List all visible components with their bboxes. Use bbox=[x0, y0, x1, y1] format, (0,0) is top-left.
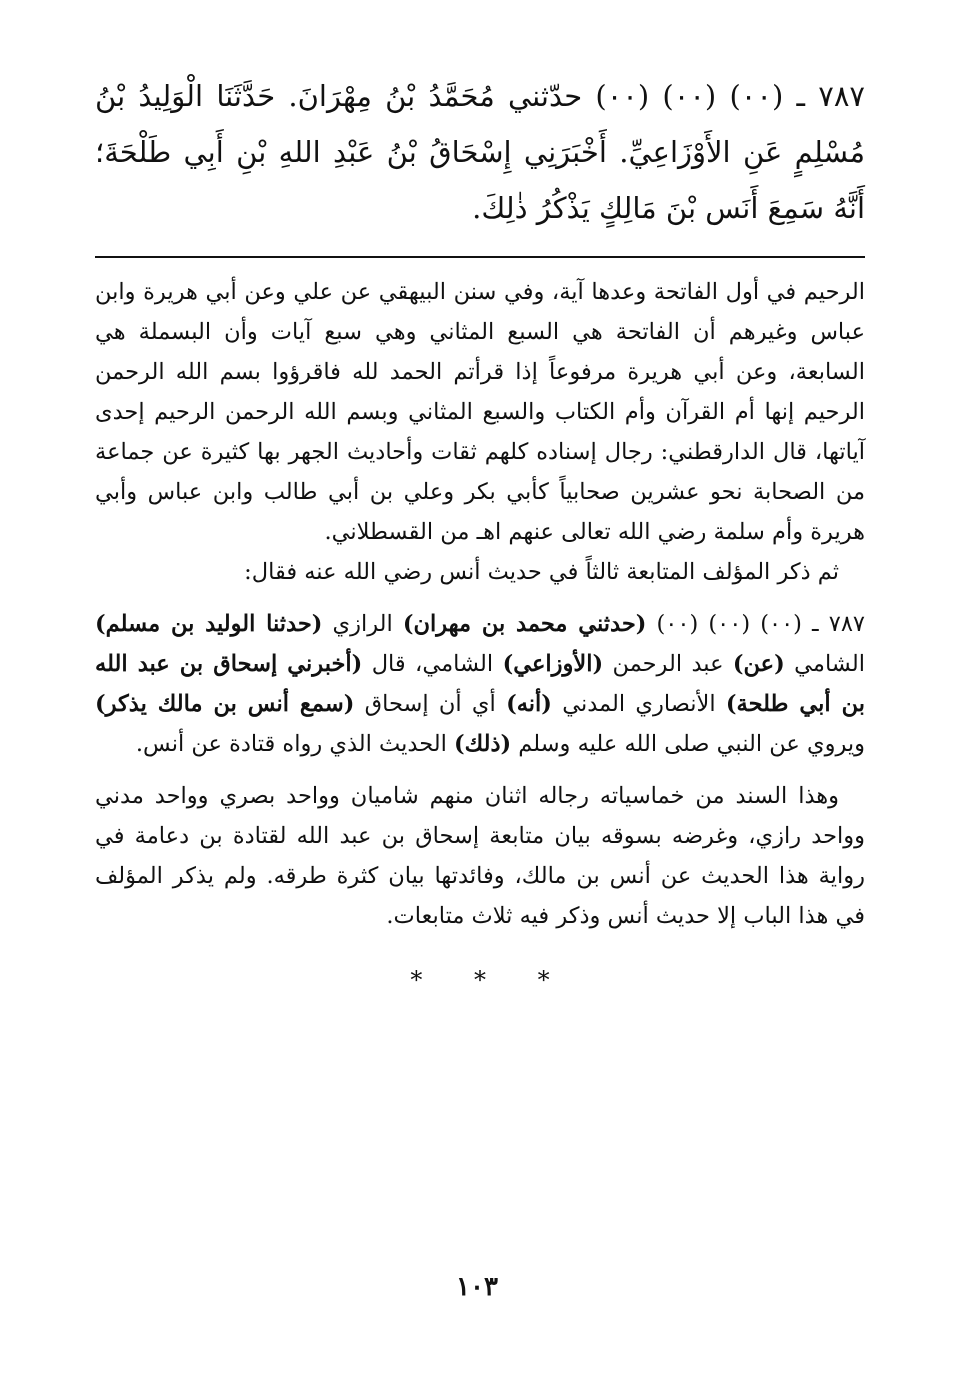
text-run: الشامي، قال bbox=[362, 651, 503, 677]
bold-run: (ذلك) bbox=[453, 731, 512, 757]
text-run: الشامي bbox=[784, 651, 865, 677]
text-run: عبد الرحمن bbox=[603, 651, 733, 677]
bold-run: (حدثنا الوليد بن مسلم) bbox=[95, 611, 323, 637]
bold-run: (حدثني محمد بن مهران) bbox=[402, 611, 647, 637]
bold-run: (الأوزاعي) bbox=[502, 651, 604, 677]
text-run: ويروي عن النبي صلى الله عليه وسلم bbox=[511, 731, 865, 757]
commentary-paragraph-4: وهذا السند من خماسياته رجاله اثنان منهم شاميان وواحد بصري وواحد مدني وواحد رازي، وغرضه بسوقه بيان متابعة إسحاق بن عبد الله لقتادة بن دعامة في رواية هذا الحديث عن أنس بن مالك، وفائدتها بيان كثرة طرقه. ولم يذكر المؤلف في هذا الباب إلا حديث أنس وذكر فيه ثلاث متابعات. bbox=[95, 783, 865, 929]
bold-run: (سمع أنس بن مالك يذكر) bbox=[95, 691, 355, 717]
page-body bbox=[95, 68, 865, 994]
text-run: ٧٨٧ ـ (٠٠) (٠٠) (٠٠) bbox=[646, 611, 865, 637]
hadith-text: ٧٨٧ ـ (٠٠) (٠٠) (٠٠) حدّثني مُحَمَّدُ بْنُ مِهْرَانَ. حَدَّثَنَا الْوَلِيدُ بْنُ مُسْلِمٍ عَنِ الأَوْزَاعِيِّ. أَخْبَرَنِي إِسْحَاقُ بْنُ عَبْدِ اللهِ بْنِ أَبِي طَلْحَةَ؛ أَنَّهُ سَمِعَ أَنَس بْنَ مَالِكٍ يَذْكُرُ ذٰلِكَ. bbox=[95, 79, 865, 225]
commentary-paragraph-2: ثم ذكر المؤلف المتابعة ثالثاً في حديث أنس رضي الله عنه فقال: bbox=[244, 559, 839, 585]
text-run: الحديث الذي رواه قتادة عن أنس. bbox=[135, 731, 454, 757]
footnote-divider bbox=[95, 256, 865, 258]
text-run: الرازي bbox=[322, 611, 403, 637]
section-separator: * * * bbox=[410, 966, 572, 994]
bold-run: (أخبرني إسحاق بن عبد الله بن أبي طلحة) bbox=[95, 651, 865, 717]
bold-run: (عن) bbox=[732, 651, 785, 677]
bold-run: (أنه) bbox=[506, 691, 552, 717]
commentary-paragraph-1: الرحيم في أول الفاتحة وعدها آية، وفي سنن البيهقي عن علي وعن أبي هريرة وابن عباس وغيرهم أن الفاتحة هي السبع المثاني وهي سبع آيات وأن البسملة هي السابعة، وعن أبي هريرة مرفوعاً إذا قرأتم الحمد لله فاقرؤوا بسم الله الرحمن الرحيم إنها أم القرآن وأم الكتاب والسبع المثاني وبسم الله الرحمن الرحيم إحدى آياتها، قال الدارقطني: رجال إسناده كلهم ثقات وأحاديث الجهر بها كثيرة عن جماعة من الصحابة نحو عشرين صحابياً كأبي بكر وعلي بن أبي طالب وابن عباس وأبي هريرة وأم سلمة رضي الله تعالى عنهم اهـ من القسطلاني. bbox=[95, 279, 865, 545]
commentary-paragraph-3 bbox=[95, 604, 865, 764]
page-number: ١٠٣ bbox=[456, 1272, 498, 1302]
text-run: أي أن إسحاق bbox=[354, 691, 507, 717]
text-run: الأنصاري المدني bbox=[551, 691, 726, 717]
